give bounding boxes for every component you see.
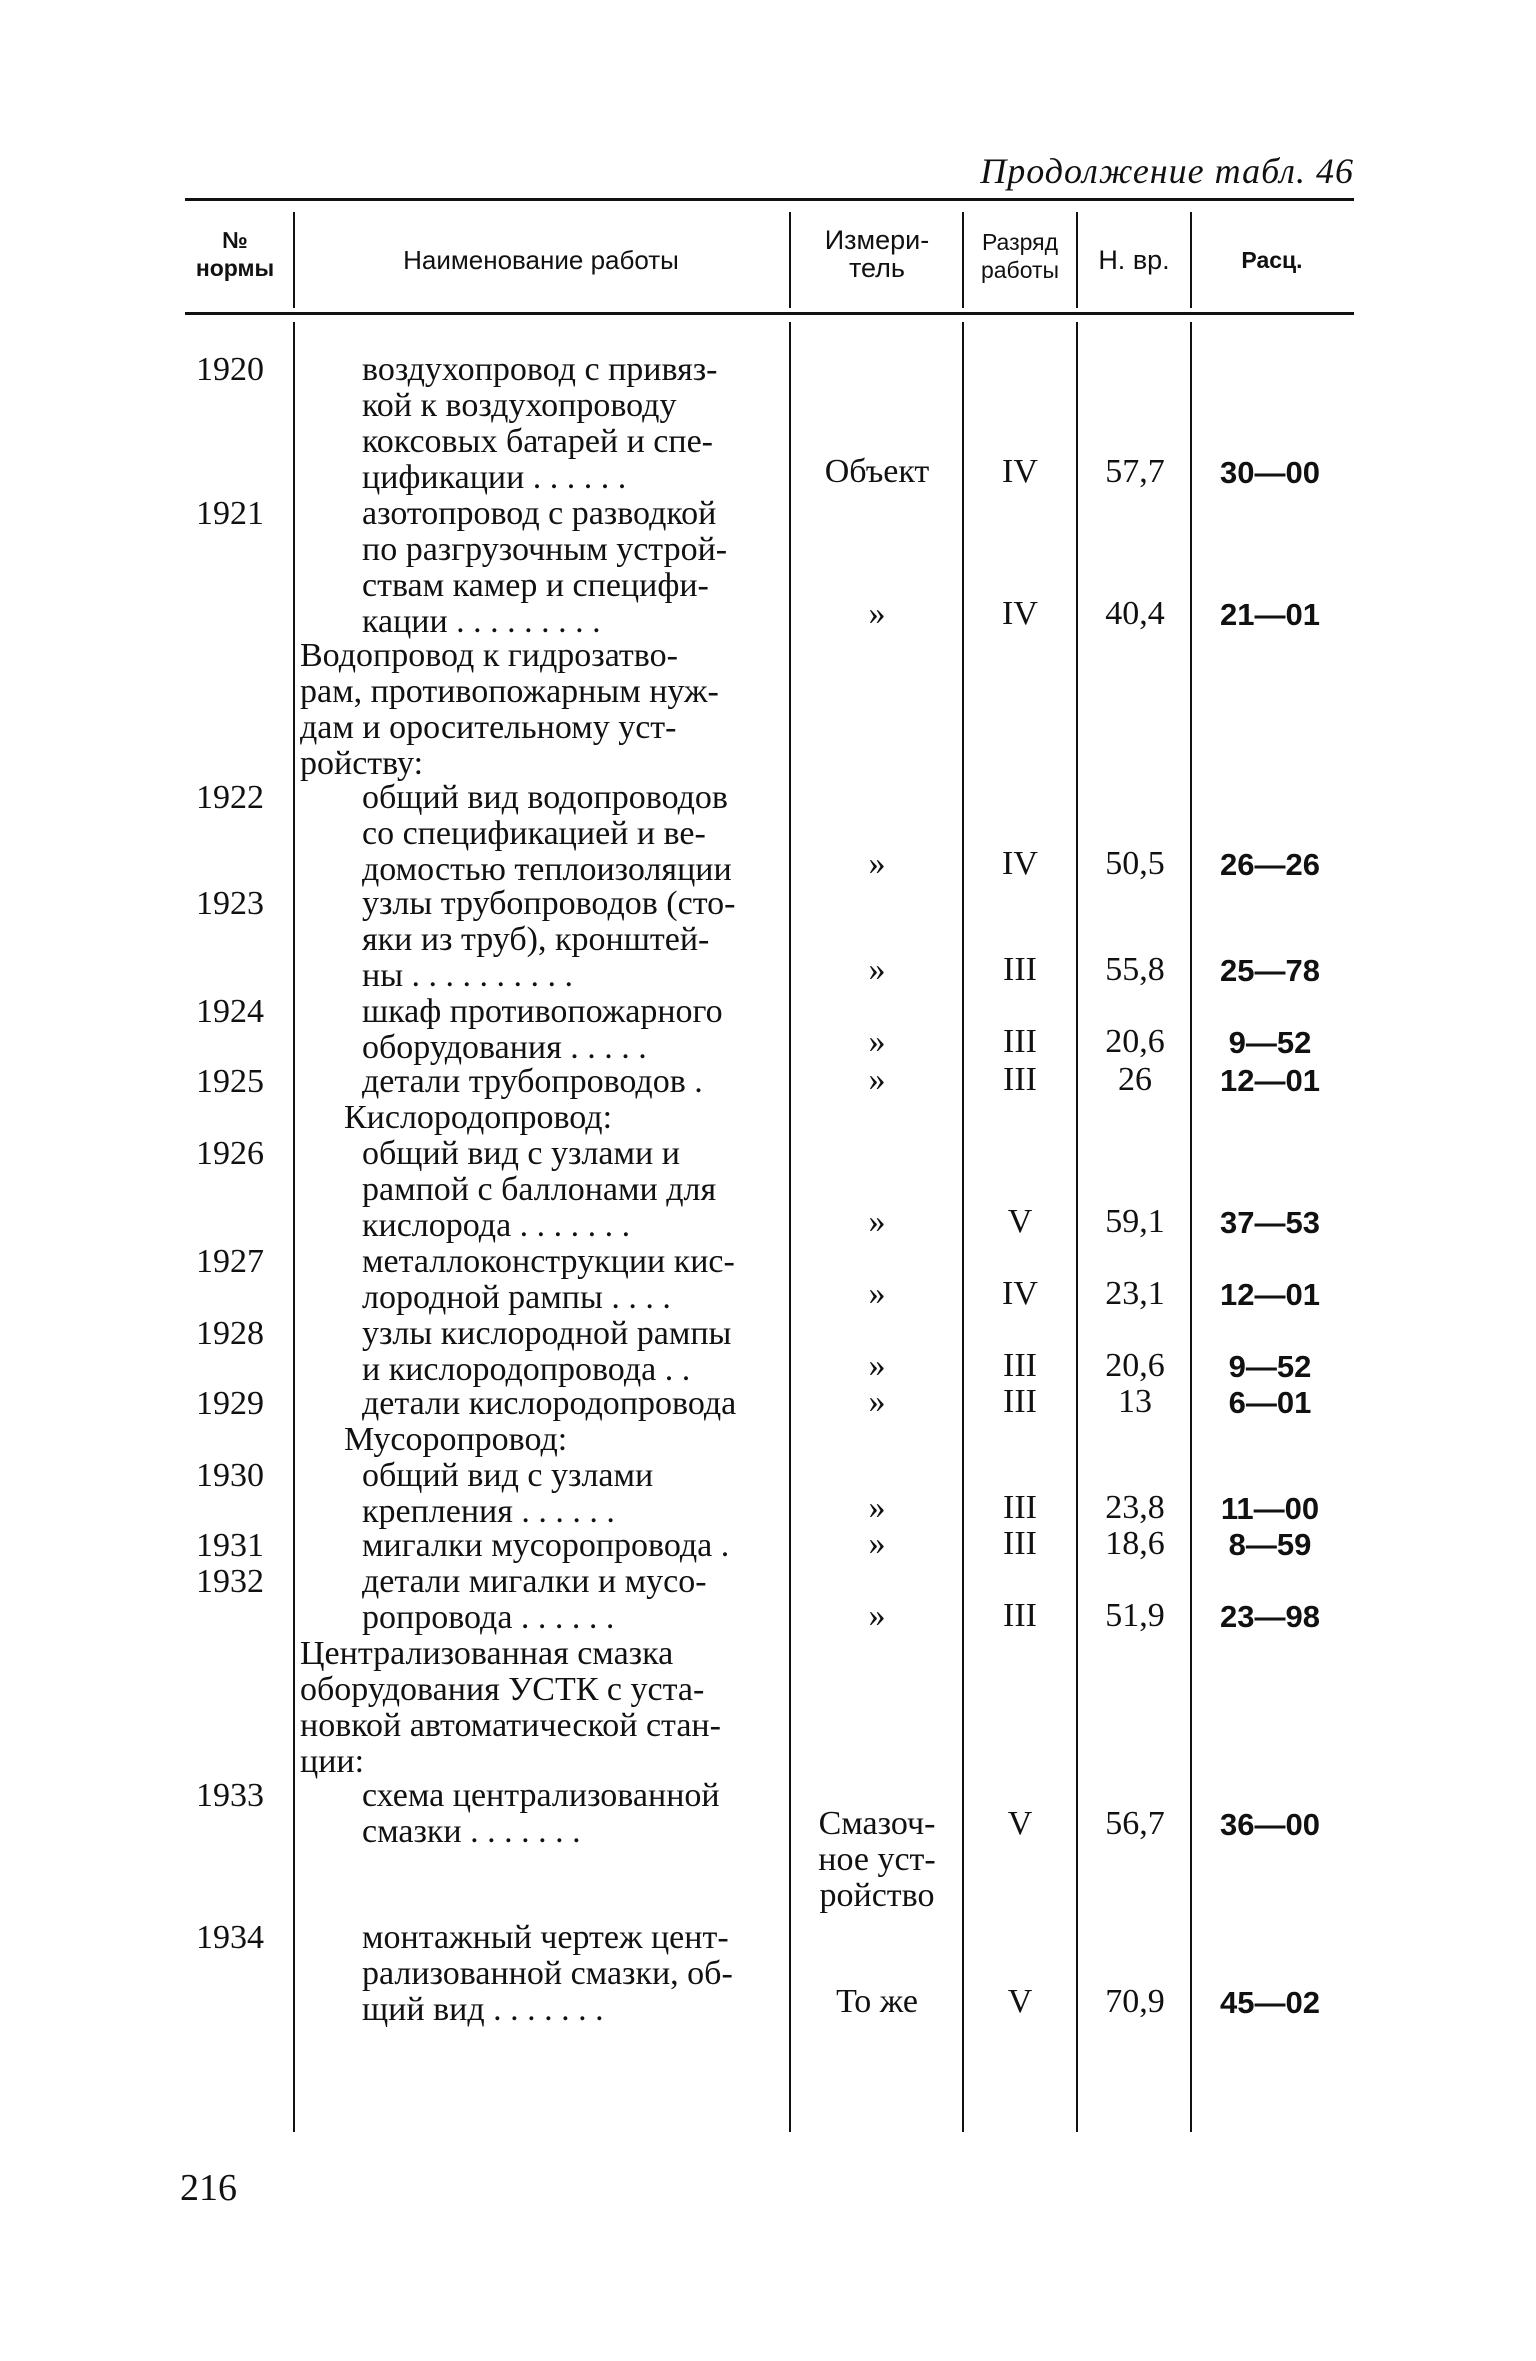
row-number: 1923 <box>196 885 264 922</box>
row-unit: » <box>868 1383 886 1420</box>
row-number: 1929 <box>196 1385 264 1422</box>
row-number: 1932 <box>196 1563 264 1600</box>
row-number: 1927 <box>196 1243 264 1280</box>
table-caption: Продолжение табл. 46 <box>980 151 1354 191</box>
page-number: 216 <box>180 2167 237 2209</box>
row-unit: » <box>868 595 886 632</box>
row-rate: 11—00 <box>1220 1491 1320 1526</box>
row-hours: 18,6 <box>1105 1525 1165 1562</box>
row-rank: V <box>1007 1805 1033 1842</box>
body-col-divider <box>293 322 295 2132</box>
row-hours: 56,7 <box>1105 1805 1165 1842</box>
row-unit: » <box>868 1489 886 1526</box>
row-unit: » <box>868 1023 886 1060</box>
header-col-divider <box>789 212 791 308</box>
header-bottom-rule <box>185 312 1354 315</box>
row-number: 1925 <box>196 1063 264 1100</box>
header-work-name: Наименование работы <box>403 245 679 275</box>
row-rate: 30—00 <box>1220 455 1320 490</box>
row-rank: IV <box>1002 1275 1038 1312</box>
row-rank: III <box>1003 1489 1037 1526</box>
row-hours: 23,8 <box>1105 1489 1165 1526</box>
row-rank: V <box>1007 1983 1033 2020</box>
row-rate: 26—26 <box>1220 847 1320 882</box>
row-number: 1933 <box>196 1777 264 1814</box>
row-number: 1922 <box>196 779 264 816</box>
row-unit: » <box>868 1347 886 1384</box>
row-unit: » <box>868 1061 886 1098</box>
row-number: 1920 <box>196 351 264 388</box>
header-top-rule <box>185 198 1354 201</box>
row-rate: 9—52 <box>1228 1349 1312 1384</box>
row-unit: » <box>868 1525 886 1562</box>
row-unit: То же <box>836 1983 918 2020</box>
row-work-name: общий вид с узлами крепления . . . . . . <box>362 1457 654 1530</box>
row-hours: 20,6 <box>1105 1347 1165 1384</box>
row-unit: Смазоч- ное уст- ройство <box>818 1805 936 1914</box>
row-rate: 12—01 <box>1220 1277 1320 1312</box>
row-unit: » <box>868 845 886 882</box>
section-heading: Мусоропровод: <box>344 1421 568 1458</box>
row-rate: 23—98 <box>1220 1599 1320 1634</box>
row-work-name: воздухопровод с привяз- кой к воздухопроводу коксовых батарей и спе- цификации . . . . . . <box>362 351 718 496</box>
row-work-name: общий вид водопроводов со спецификацией и ве- домостью теплоизоляции <box>362 779 732 888</box>
row-work-name: узлы трубопроводов (сто- яки из труб), кронштей- ны . . . . . . . . . . <box>362 885 736 994</box>
row-rank: IV <box>1002 845 1038 882</box>
header-rank: Разряд работы <box>980 229 1060 283</box>
row-rank: III <box>1003 951 1037 988</box>
row-number: 1934 <box>196 1919 264 1956</box>
row-hours: 55,8 <box>1105 951 1165 988</box>
header-hours: Н. вр. <box>1098 245 1170 275</box>
row-hours: 59,1 <box>1105 1203 1165 1240</box>
row-hours: 20,6 <box>1105 1023 1165 1060</box>
row-number: 1924 <box>196 993 264 1030</box>
header-col-divider <box>293 212 295 308</box>
row-rank: III <box>1003 1061 1037 1098</box>
row-rank: III <box>1003 1347 1037 1384</box>
row-rate: 9—52 <box>1228 1025 1312 1060</box>
section-heading: Кислородопровод: <box>344 1099 613 1136</box>
row-rank: IV <box>1002 453 1038 490</box>
row-unit: » <box>868 1203 886 1240</box>
header-rate: Расц. <box>1241 247 1303 273</box>
row-hours: 51,9 <box>1105 1597 1165 1634</box>
row-hours: 50,5 <box>1105 845 1165 882</box>
body-col-divider <box>1190 322 1192 2132</box>
row-hours: 57,7 <box>1105 453 1165 490</box>
row-rate: 25—78 <box>1220 953 1320 988</box>
header-unit: Измери- тель <box>824 225 930 283</box>
row-hours: 26 <box>1118 1061 1152 1098</box>
row-work-name: общий вид с узлами и рампой с баллонами для кислорода . . . . . . . <box>362 1135 717 1244</box>
row-rank: III <box>1003 1525 1037 1562</box>
row-number: 1930 <box>196 1457 264 1494</box>
row-rate: 6—01 <box>1228 1385 1312 1420</box>
row-rank: III <box>1003 1597 1037 1634</box>
row-unit: » <box>868 1275 886 1312</box>
row-unit: » <box>868 1597 886 1634</box>
row-rank: V <box>1007 1203 1033 1240</box>
row-rate: 12—01 <box>1220 1063 1320 1098</box>
row-number: 1921 <box>196 495 264 532</box>
body-col-divider <box>962 322 964 2132</box>
row-work-name: детали кислородопровода <box>362 1385 737 1422</box>
row-unit: Объект <box>824 453 930 490</box>
row-work-name: металлоконструкции кис- лородной рампы . . . . <box>362 1243 735 1316</box>
row-rate: 36—00 <box>1220 1807 1320 1842</box>
row-rate: 21—01 <box>1220 597 1320 632</box>
row-number: 1926 <box>196 1135 264 1172</box>
row-number: 1928 <box>196 1315 264 1352</box>
row-rank: IV <box>1002 595 1038 632</box>
row-number: 1931 <box>196 1527 264 1564</box>
row-hours: 13 <box>1118 1383 1152 1420</box>
row-work-name: монтажный чертеж цент- рализованной смазки, об- щий вид . . . . . . . <box>362 1919 733 2028</box>
body-col-divider <box>1076 322 1078 2132</box>
row-work-name: шкаф противопожарного оборудования . . . . . <box>362 993 723 1066</box>
row-hours: 40,4 <box>1105 595 1165 632</box>
row-work-name: детали мигалки и мусо- ропровода . . . . . . <box>362 1563 707 1636</box>
row-rate: 45—02 <box>1220 1985 1320 2020</box>
row-work-name: узлы кислородной рампы и кислородопровода . . <box>362 1315 732 1388</box>
row-work-name: детали трубопроводов . <box>362 1063 703 1100</box>
section-heading: Централизованная смазка оборудования УСТК с уста- новкой автоматической стан- ции: <box>300 1635 721 1780</box>
row-work-name: азотопровод с разводкой по разгрузочным устрой- ствам камер и специфи- кации . . . . . . . . . <box>362 495 728 640</box>
row-rank: III <box>1003 1383 1037 1420</box>
row-hours: 23,1 <box>1105 1275 1165 1312</box>
header-norm-no: № нормы <box>195 227 275 281</box>
row-work-name: мигалки мусоропровода . <box>362 1527 730 1564</box>
section-heading: Водопровод к гидрозатво- рам, противопожарным нуж- дам и оросительному уст- ройству: <box>300 637 719 782</box>
row-rate: 37—53 <box>1220 1205 1320 1240</box>
row-rate: 8—59 <box>1228 1527 1312 1562</box>
row-rank: III <box>1003 1023 1037 1060</box>
row-unit: » <box>868 951 886 988</box>
row-hours: 70,9 <box>1105 1983 1165 2020</box>
row-work-name: схема централизованной смазки . . . . . . . <box>362 1777 720 1850</box>
